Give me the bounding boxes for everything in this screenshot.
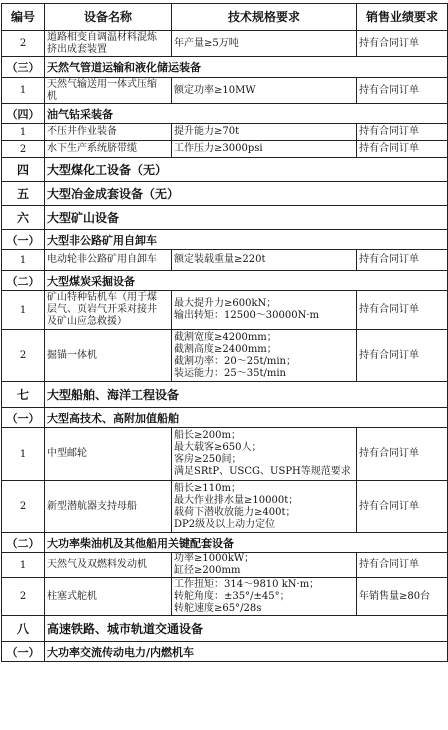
- section-number: （一）: [2, 408, 45, 428]
- sales-requirement-line: 持有合同订单: [359, 559, 419, 570]
- subsection-row: [2, 57, 448, 78]
- spec-requirement-line: 船长≥110m；: [174, 482, 241, 494]
- spec-requirement: [172, 78, 357, 104]
- sales-requirement-line: 持有合同订单: [359, 254, 419, 265]
- spec-requirement: [172, 291, 357, 330]
- item-number: 2: [2, 31, 45, 57]
- sales-requirement: [357, 250, 448, 271]
- spec-requirement: [172, 124, 357, 141]
- sales-requirement-line: 持有合同订单: [359, 304, 419, 315]
- sales-requirement: [357, 578, 448, 616]
- spec-requirement-line: 转舵速度≥65°/28s: [174, 602, 262, 614]
- equipment-name-line: 及矿山应急救援）: [47, 316, 127, 327]
- spec-requirement-line: 截割功率：20～25t/min；: [174, 355, 296, 367]
- section-row: [2, 616, 448, 642]
- section-title: 大型矿山设备: [45, 206, 448, 230]
- section-title: 大型煤化工设备（无）: [45, 158, 448, 182]
- equipment-name-line: 水下生产系统脐带缆: [47, 143, 137, 154]
- sales-requirement: [357, 291, 448, 330]
- sales-requirement: [357, 124, 448, 141]
- section-number: （二）: [2, 271, 45, 291]
- equipment-name: [45, 428, 172, 481]
- spec-requirement-line: 工作扭矩：314～9810 kN·m；: [174, 578, 320, 590]
- equipment-name: [45, 330, 172, 382]
- equipment-name: [45, 553, 172, 578]
- table-row: [2, 578, 448, 616]
- spec-requirement: [172, 141, 357, 158]
- subsection-row: [2, 408, 448, 428]
- subsection-row: [2, 271, 448, 291]
- section-number: （四）: [2, 104, 45, 124]
- item-number: 1: [2, 250, 45, 271]
- section-number: 七: [2, 382, 45, 408]
- sales-requirement-line: 持有合同订单: [359, 143, 419, 154]
- spec-requirement-line: 满足SRtP、USCG、USPH等规范要求: [174, 466, 351, 477]
- equipment-name: [45, 141, 172, 158]
- sales-requirement-line: 年销售量≥80台: [359, 590, 431, 602]
- spec-requirement-line: 截割宽度≥4200mm；: [174, 331, 277, 343]
- spec-requirement: [172, 330, 357, 382]
- spec-requirement: [172, 250, 357, 271]
- table-header-row: [2, 4, 448, 31]
- header-spec: 技术规格要求: [172, 4, 357, 31]
- equipment-name-line: 矿山特种钻机车（用于煤: [47, 292, 157, 303]
- equipment-name-line: 中型邮轮: [47, 448, 87, 459]
- equipment-name-line: 电动轮非公路矿用自卸车: [47, 254, 157, 265]
- sales-requirement: [357, 330, 448, 382]
- equipment-name-line: 道路相变自调温材料混炼: [47, 31, 157, 43]
- equipment-name-line: 天然气输送用一体式压缩: [47, 78, 157, 90]
- table-row: [2, 31, 448, 57]
- section-title: 大型船舶、海洋工程设备: [45, 382, 448, 408]
- spec-requirement-line: 提升能力≥70t: [174, 126, 240, 137]
- spec-requirement-line: 最大作业排水量≥10000t；: [174, 494, 299, 506]
- equipment-table: [1, 3, 448, 662]
- section-row: [2, 382, 448, 408]
- spec-requirement-line: 缸径≥200mm: [174, 565, 241, 576]
- spec-requirement-line: 功率≥1000kW；: [174, 553, 255, 564]
- spec-requirement-line: 截割高度≥2400mm；: [174, 343, 277, 355]
- sales-requirement: [357, 78, 448, 104]
- equipment-name: [45, 291, 172, 330]
- table-row: [2, 330, 448, 382]
- section-number: 四: [2, 158, 45, 182]
- spec-requirement-line: 最大载客≥650人；: [174, 442, 262, 453]
- section-title: 大型非公路矿用自卸车: [45, 230, 448, 250]
- equipment-name-line: 挤出成套装置: [47, 43, 107, 55]
- equipment-name: [45, 250, 172, 271]
- table-row: [2, 250, 448, 271]
- item-number: 2: [2, 481, 45, 533]
- table-body: [2, 31, 448, 662]
- section-title: 大功率柴油机及其他船用关键配套设备: [45, 533, 448, 553]
- sales-requirement-line: 持有合同订单: [359, 37, 419, 49]
- equipment-name: [45, 578, 172, 616]
- spec-requirement: [172, 578, 357, 616]
- section-number: （一）: [2, 642, 45, 662]
- subsection-row: [2, 533, 448, 553]
- equipment-name-line: 机: [47, 90, 57, 102]
- section-title: 大型煤炭采掘设备: [45, 271, 448, 291]
- item-number: 1: [2, 553, 45, 578]
- spec-requirement: [172, 481, 357, 533]
- spec-requirement: [172, 31, 357, 57]
- sales-requirement: [357, 31, 448, 57]
- sales-requirement-line: 持有合同订单: [359, 500, 419, 512]
- subsection-row: [2, 230, 448, 250]
- section-number: 八: [2, 616, 45, 642]
- equipment-name: [45, 31, 172, 57]
- table-row: [2, 141, 448, 158]
- spec-requirement-line: 年产量≥5万吨: [174, 37, 239, 49]
- table-row: [2, 553, 448, 578]
- section-number: 六: [2, 206, 45, 230]
- equipment-name-line: 柱塞式舵机: [47, 590, 97, 602]
- section-title: 高速铁路、城市轨道交通设备: [45, 616, 448, 642]
- spec-requirement-line: 客房≥250间；: [174, 454, 242, 465]
- item-number: 2: [2, 330, 45, 382]
- equipment-name-line: 层气、页岩气开采对接井: [47, 304, 157, 315]
- table-row: [2, 428, 448, 481]
- spec-requirement-line: 额定功率≥10MW: [174, 84, 256, 96]
- spec-requirement-line: 额定装载重量≥220t: [174, 254, 266, 265]
- equipment-name-line: 不压井作业装备: [47, 126, 117, 137]
- spec-requirement: [172, 553, 357, 578]
- spec-requirement-line: 转舵角度：±35°/±45°；: [174, 590, 290, 602]
- spec-requirement-line: 装运能力：25～35t/min: [174, 367, 286, 379]
- section-number: （二）: [2, 533, 45, 553]
- sales-requirement-line: 持有合同订单: [359, 84, 419, 96]
- section-title: 油气钻采装备: [45, 104, 448, 124]
- sales-requirement-line: 持有合同订单: [359, 126, 419, 137]
- section-row: [2, 158, 448, 182]
- spec-requirement: [172, 428, 357, 481]
- item-number: 2: [2, 578, 45, 616]
- sales-requirement: [357, 553, 448, 578]
- section-number: （三）: [2, 57, 45, 78]
- section-title: 大功率交流传动电力/内燃机车: [45, 642, 448, 662]
- section-title: 大型高技术、高附加值船舶: [45, 408, 448, 428]
- spec-requirement-line: 输出转矩：12500～30000N·m: [174, 310, 320, 321]
- spec-requirement-line: 最大提升力≥600kN；: [174, 298, 277, 309]
- section-number: 五: [2, 182, 45, 206]
- equipment-name: [45, 78, 172, 104]
- section-number: （一）: [2, 230, 45, 250]
- equipment-name: [45, 124, 172, 141]
- sales-requirement-line: 持有合同订单: [359, 349, 419, 361]
- sales-requirement: [357, 481, 448, 533]
- item-number: 1: [2, 291, 45, 330]
- spec-requirement-line: 载荷下潜收放能力≥400t；: [174, 506, 296, 518]
- spec-requirement-line: DP2级及以上动力定位: [174, 518, 276, 530]
- equipment-name-line: 天然气及双燃料发动机: [47, 559, 147, 570]
- table-row: [2, 481, 448, 533]
- item-number: 1: [2, 124, 45, 141]
- equipment-name: [45, 481, 172, 533]
- header-number: 编号: [2, 4, 45, 31]
- sales-requirement: [357, 428, 448, 481]
- table-row: [2, 78, 448, 104]
- item-number: 2: [2, 141, 45, 158]
- section-title: 大型冶金成套设备（无）: [45, 182, 448, 206]
- header-equipment-name: 设备名称: [45, 4, 172, 31]
- subsection-row: [2, 104, 448, 124]
- table-row: [2, 291, 448, 330]
- table-row: [2, 124, 448, 141]
- sales-requirement-line: 持有合同订单: [359, 448, 419, 459]
- section-title: 天然气管道运输和液化储运装备: [45, 57, 448, 78]
- item-number: 1: [2, 428, 45, 481]
- subsection-row: [2, 642, 448, 662]
- spec-requirement-line: 工作压力≥3000psi: [174, 143, 263, 154]
- header-sales-performance: 销售业绩要求: [357, 4, 448, 31]
- equipment-name-line: 掘锚一体机: [47, 349, 97, 361]
- spec-requirement-line: 船长≥200m；: [174, 430, 241, 441]
- sales-requirement: [357, 141, 448, 158]
- equipment-name-line: 新型潜航器支持母船: [47, 500, 137, 512]
- section-row: [2, 206, 448, 230]
- section-row: [2, 182, 448, 206]
- item-number: 1: [2, 78, 45, 104]
